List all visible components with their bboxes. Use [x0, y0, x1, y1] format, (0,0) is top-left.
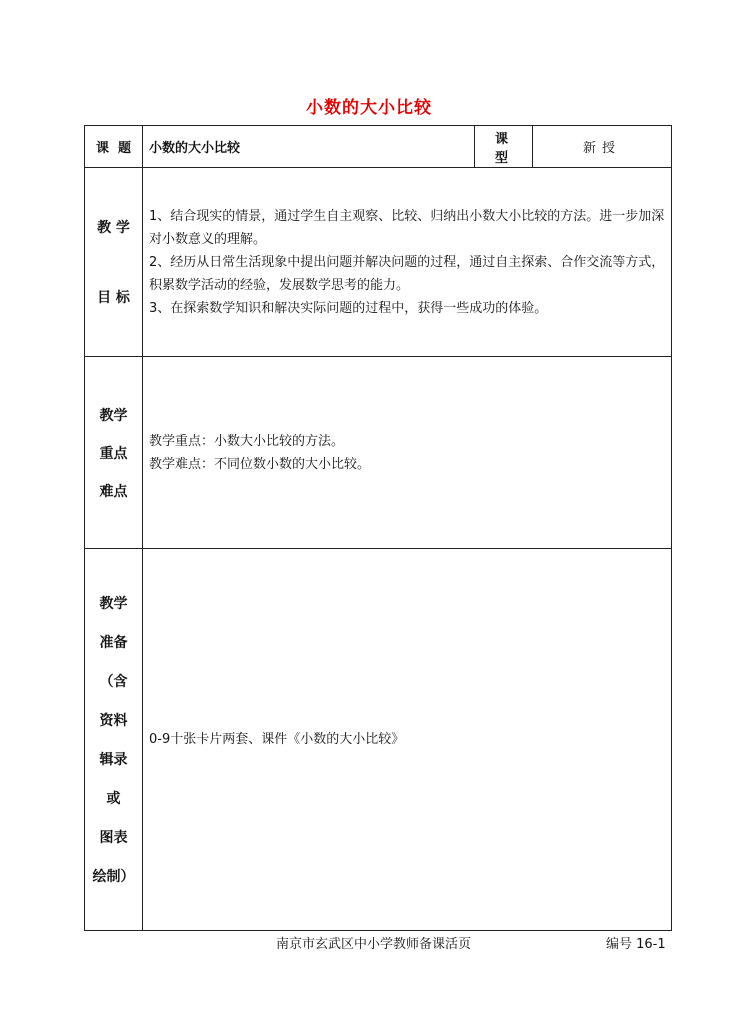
- prep-label-line: 资料: [99, 713, 128, 729]
- goals-label-cell: [85, 168, 143, 357]
- key-content: [143, 357, 672, 549]
- prep-content: 0-9十张卡片两套、课件《小数的大小比较》: [143, 549, 672, 931]
- key-item: 教学重点：小数大小比较的方法。: [149, 433, 345, 449]
- key-label-line: 教学: [99, 407, 128, 424]
- type-value: 新授: [533, 126, 672, 168]
- topic-value: 小数的大小比较: [143, 126, 475, 168]
- footer-org: 南京市玄武区中小学教师备课活页: [276, 937, 472, 952]
- key-label-line: 难点: [99, 483, 128, 500]
- footer-number: 编号 16-1: [606, 937, 666, 952]
- prep-label-line: （含: [99, 674, 128, 690]
- topic-row: [85, 126, 672, 168]
- type-label: 课型: [475, 126, 533, 168]
- goals-content: [143, 168, 672, 357]
- prep-label-cell: [85, 549, 143, 931]
- topic-label: 课 题: [85, 126, 143, 168]
- prep-label-line: 绘制）: [92, 869, 135, 885]
- lesson-plan-table: [84, 125, 672, 931]
- document-title: 小数的大小比较: [306, 98, 432, 118]
- goal-item: 1、结合现实的情景，通过学生自主观察、比较、归纳出小数大小比较的方法。进一步加深对小数意义的理解。: [149, 208, 665, 247]
- prep-label-line: 准备: [99, 635, 128, 651]
- goals-row: [85, 168, 672, 357]
- preparation-row: [85, 549, 672, 931]
- goals-label-line: 教 学: [97, 220, 130, 236]
- key-label-cell: [85, 357, 143, 549]
- key-points-row: [85, 357, 672, 549]
- goals-label-line: 目 标: [97, 290, 130, 306]
- prep-label-line: 辑录: [99, 752, 128, 768]
- goal-item: 2、经历从日常生活现象中提出问题并解决问题的过程，通过自主探索、合作交流等方式，积累数学活动的经验，发展数学思考的能力。: [149, 254, 665, 293]
- prep-label-line: 教学: [99, 596, 128, 612]
- goal-item: 3、在探索数学知识和解决实际问题的过程中，获得一些成功的体验。: [149, 300, 548, 316]
- prep-label-line: 或: [106, 791, 121, 807]
- key-label-line: 重点: [99, 445, 128, 462]
- prep-label-line: 图表: [99, 830, 128, 846]
- key-item: 教学难点：不同位数小数的大小比较。: [149, 456, 371, 472]
